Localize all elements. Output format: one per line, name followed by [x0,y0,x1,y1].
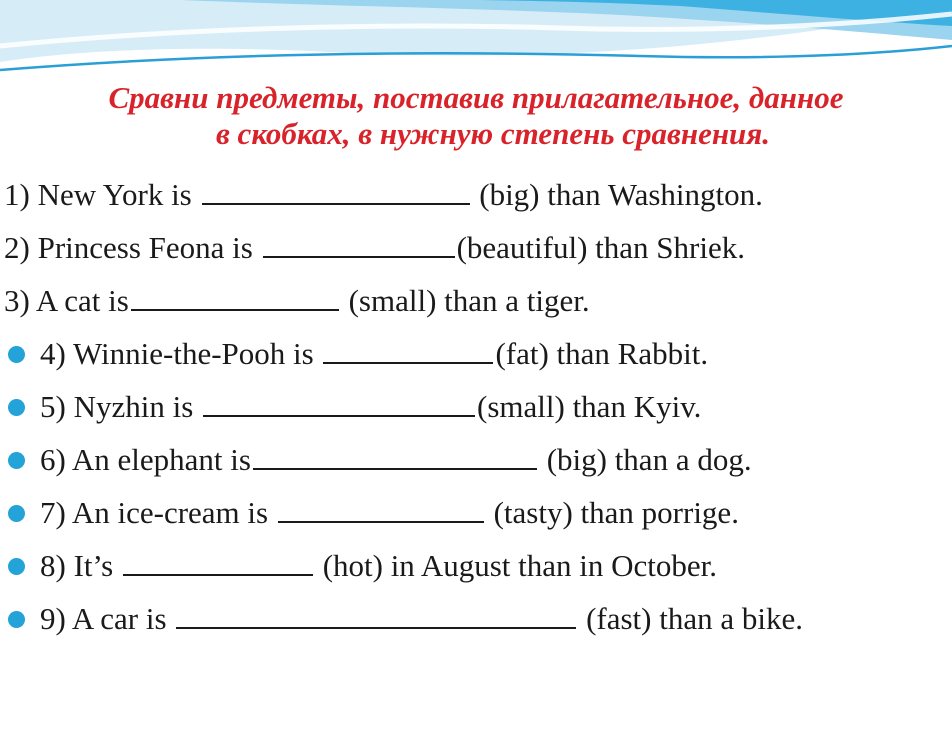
answer-blank[interactable] [131,283,339,311]
bullet-dot-icon [8,452,25,469]
answer-blank[interactable] [323,336,493,364]
answer-blank[interactable] [263,230,455,258]
exercise-text [40,592,803,645]
exercise-before: 1) New York is [4,177,200,212]
exercise-item-8 [0,539,952,592]
exercise-item-3 [0,274,952,327]
exercise-after: (big) than Washington. [471,177,763,212]
exercise-before: 4) Winnie-the-Pooh is [40,336,322,371]
exercise-after: (hot) in August than in October. [314,548,718,583]
answer-blank[interactable] [123,548,313,576]
exercise-before: 2) Princess Feona is [4,230,261,265]
exercise-after: (small) than a tiger. [340,283,590,318]
bullet-dot-icon [8,558,25,575]
exercise-after: (tasty) than porrige. [485,495,739,530]
exercise-before: 9) A car is [40,601,175,636]
bullet-dot-icon [8,611,25,628]
answer-blank[interactable] [202,177,470,205]
instruction-line-2: в скобках, в нужную степень сравнения. [215,116,771,151]
exercise-text [40,433,752,486]
exercise-after: (big) than a dog. [538,442,752,477]
exercise-item-7 [0,486,952,539]
exercise-before: 6) An elephant is [40,442,251,477]
exercise-item-2 [0,221,952,274]
exercise-before: 8) It’s [40,548,121,583]
wave-header-decoration [0,0,952,78]
exercise-text [40,539,717,592]
instruction-line-1: Сравни предметы, поставив прилагательное, данное [108,80,844,115]
answer-blank[interactable] [203,389,475,417]
answer-blank[interactable] [278,495,484,523]
exercise-text [4,168,763,221]
exercise-after: (small) than Kyiv. [477,389,702,424]
exercise-text [40,380,701,433]
bullet-dot-icon [8,505,25,522]
exercise-text [4,221,745,274]
exercise-item-5 [0,380,952,433]
exercise-text [40,327,708,380]
exercise-list [0,168,952,645]
exercise-after: (fast) than a bike. [578,601,803,636]
exercise-item-4 [0,327,952,380]
bullet-dot-icon [8,399,25,416]
exercise-text [40,486,739,539]
exercise-after: (fat) than Rabbit. [495,336,709,371]
exercise-text [4,274,590,327]
exercise-before: 7) An ice-cream is [40,495,276,530]
exercise-item-9 [0,592,952,645]
exercise-before: 5) Nyzhin is [40,389,202,424]
exercise-before: 3) A cat is [4,283,129,318]
exercise-item-6 [0,433,952,486]
exercise-item-1 [0,168,952,221]
bullet-dot-icon [8,346,25,363]
answer-blank[interactable] [253,442,537,470]
answer-blank[interactable] [176,601,576,629]
exercise-after: (beautiful) than Shriek. [456,230,745,265]
instruction-text [0,80,952,152]
